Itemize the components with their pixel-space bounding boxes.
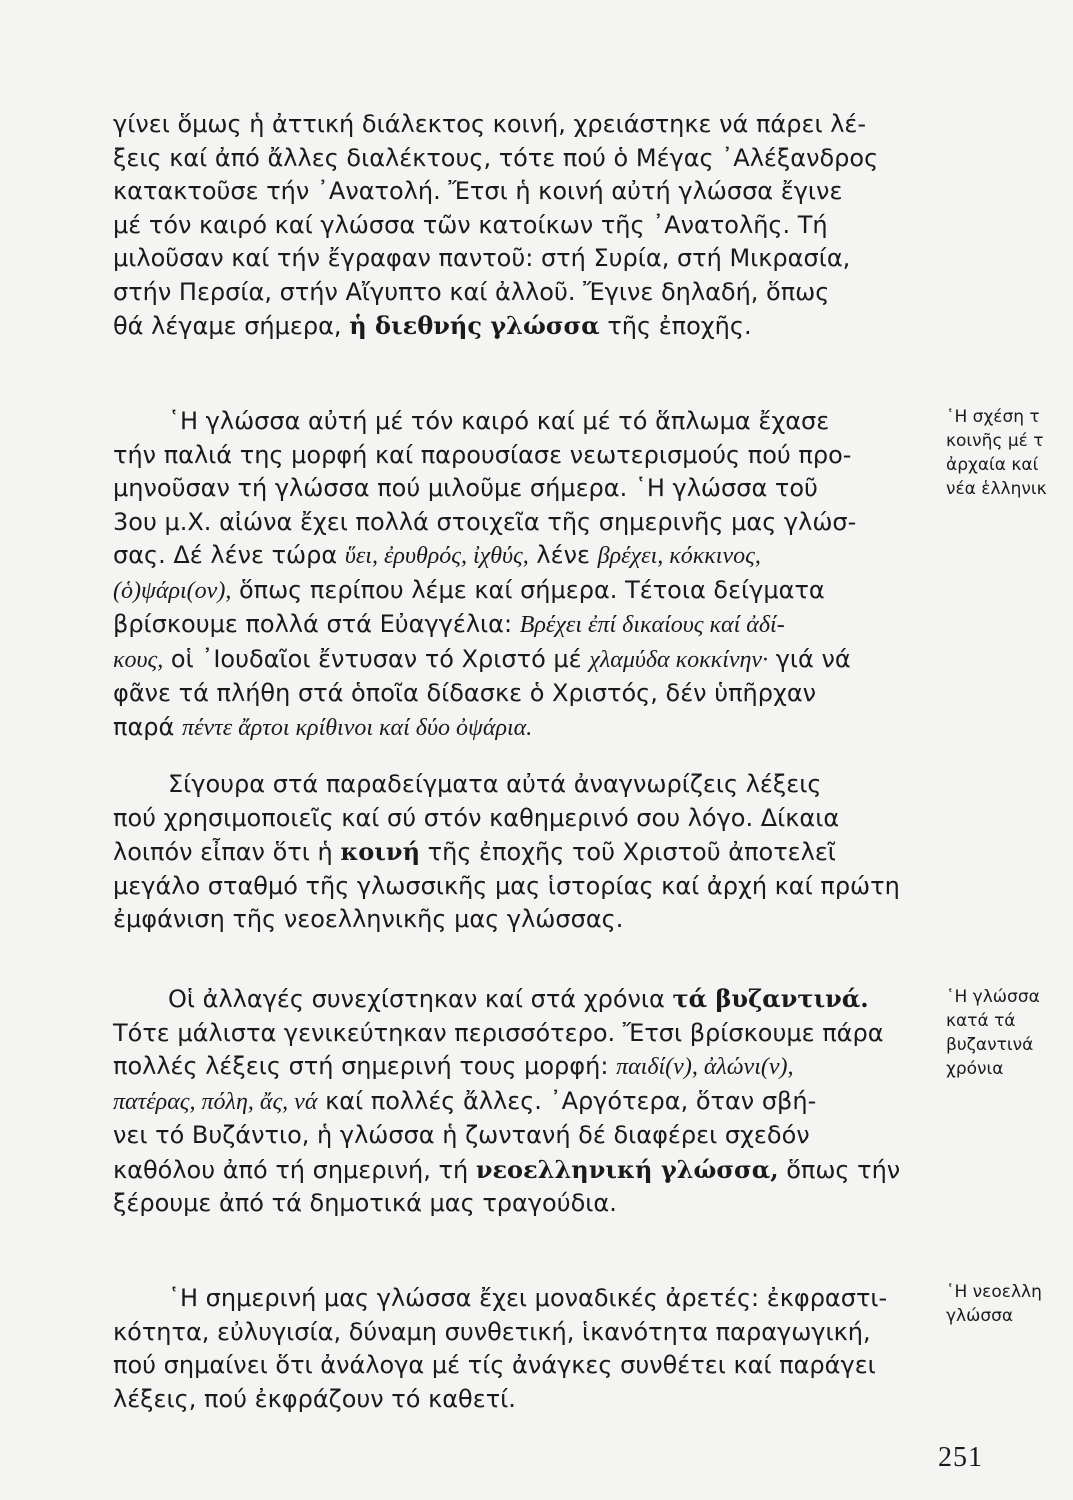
text-line: ῾Η γλώσσα αὐτή μέ τόν καιρό καί μέ τό ἅπλωμα ἔχασε <box>168 407 830 435</box>
text-run: πολλές λέξεις στή σημερινή τους μορφή: <box>113 1052 609 1080</box>
margin-note-line: νέα ἑλληνικ <box>946 479 1047 499</box>
margin-note-koine-relation <box>946 405 1073 501</box>
italic-example: βρέχει, κόκκινος, <box>597 543 761 569</box>
text-line: 3ου μ.Χ. αἰώνα ἔχει πολλά στοιχεῖα τῆς σημερινῆς μας γλώσ- <box>113 507 857 536</box>
text-line <box>113 982 913 1017</box>
text-run: βρίσκουμε πολλά στά Εὐαγγέλια: <box>113 610 513 638</box>
text-run: λοιπόν εἶπαν ὅτι ἡ <box>113 838 333 866</box>
italic-quote: πέντε ἄρτοι κρίθινοι καί δύο ὀψάρια. <box>181 714 533 741</box>
margin-note-line: ῾Η σχέση τ <box>946 407 1040 427</box>
italic-example: παιδί(ν), ἀλώνι(ν), <box>616 1054 794 1080</box>
text-run: παρά <box>113 712 175 741</box>
margin-note-line: ῾Η νεοελλη <box>946 1282 1042 1302</box>
bold-term: νεοελληνική γλώσσα, <box>475 1154 779 1184</box>
margin-note-line: ῾Η γλώσσα <box>946 987 1040 1007</box>
margin-note-byzantine <box>946 985 1073 1081</box>
text-line: κότητα, εὐλυγισία, δύναμη συνθετική, ἱκανότητα παραγωγική, <box>113 1317 871 1346</box>
margin-note-modern-greek <box>946 1280 1073 1328</box>
margin-note-line: κοινῆς μέ τ <box>946 431 1044 451</box>
text-run: λένε <box>536 541 590 569</box>
italic-quote: κους, <box>113 646 164 673</box>
text-line <box>113 643 913 678</box>
text-line <box>113 835 913 870</box>
text-run: ὅπως τήν <box>786 1155 901 1184</box>
text-run: σας. Δέ λένε τώρα <box>113 541 338 569</box>
text-line <box>113 309 913 344</box>
text-line: ἐμφάνιση τῆς νεοελληνικῆς μας γλώσσας. <box>113 905 624 933</box>
text-line: μιλοῦσαν καί τήν ἔγραφαν παντοῦ: στή Συρία, στή Μικρασία, <box>113 244 851 272</box>
bold-term: κοινή <box>340 837 421 866</box>
text-line: ξέρουμε ἀπό τά δημοτικά μας τραγούδια. <box>113 1189 617 1217</box>
italic-example: πατέρας, πόλη, ἄς, νά <box>113 1088 318 1115</box>
text-line <box>113 1153 913 1188</box>
paragraph-byzantine <box>113 982 913 1221</box>
text-line: μηνοῦσαν τή γλώσσα πού μιλοῦμε σήμερα. ῾Η γλώσσα τοῦ <box>113 474 818 502</box>
italic-example: (ὁ)ψάρι(ον), <box>113 577 232 604</box>
text-line: πού χρησιμοποιεῖς καί σύ στόν καθημερινό σου λόγο. Δίκαια <box>113 803 840 832</box>
text-run: τῆς ἐποχῆς. <box>607 312 752 340</box>
italic-example: ὕει, ἐρυθρός, ἰχθύς, <box>344 543 529 569</box>
italic-quote: χλαμύδα κοκκίνην· <box>589 646 769 673</box>
paragraph-modern-virtues <box>113 1282 913 1416</box>
text-line: μέ τόν καιρό καί γλώσσα τῶν κατοίκων τῆς ᾿Ανατολῆς. Τή <box>113 210 828 239</box>
text-line: κατακτοῦσε τήν ᾿Ανατολή. Ἔτσι ἡ κοινή αὐτή γλώσσα ἔγινε <box>113 177 843 205</box>
bold-term: ἡ διεθνής γλώσσα <box>349 311 600 340</box>
margin-note-line: ἀρχαία καί <box>946 455 1039 475</box>
margin-note-line: χρόνια <box>946 1059 1004 1079</box>
text-run: οἱ ᾿Ιουδαῖοι ἔντυσαν τό Χριστό μέ <box>170 644 582 673</box>
paragraph-koine-spread <box>113 108 913 344</box>
text-line <box>113 1050 913 1085</box>
bold-term: τά βυζαντινά. <box>672 984 869 1013</box>
text-line: Τότε μάλιστα γενικεύτηκαν περισσότερο. Ἔτσι βρίσκουμε πάρα <box>113 1018 884 1047</box>
text-line: ξεις καί ἀπό ἄλλες διαλέκτους, τότε πού ὁ Μέγας ᾿Αλέξανδρος <box>113 143 879 172</box>
text-line <box>113 1085 913 1120</box>
text-line <box>113 539 913 574</box>
paragraph-recognize-words <box>113 768 913 937</box>
italic-quote: Βρέχει ἐπί δικαίους καί ἀδί- <box>519 612 785 638</box>
text-line <box>113 711 913 746</box>
text-line: στήν Περσία, στήν Αἴγυπτο καί ἀλλοῦ. Ἔγινε δηλαδή, ὅπως <box>113 277 830 306</box>
text-line: ῾Η σημερινή μας γλώσσα ἔχει μοναδικές ἀρετές: ἐκφραστι- <box>168 1284 888 1312</box>
text-line: μεγάλο σταθμό τῆς γλωσσικῆς μας ἱστορίας καί ἀρχή καί πρώτη <box>113 871 900 900</box>
text-run: καθόλου ἀπό τή σημερινή, τή <box>113 1155 469 1184</box>
text-line <box>113 608 913 643</box>
text-run: γιά νά <box>775 644 851 673</box>
text-run: Οἱ ἀλλαγές συνεχίστηκαν καί στά χρόνια <box>168 985 665 1013</box>
text-line: Σίγουρα στά παραδείγματα αὐτά ἀναγνωρίζεις λέξεις <box>168 770 822 798</box>
text-line: φᾶνε τά πλήθη στά ὁποῖα δίδασκε ὁ Χριστός, δέν ὑπῆρχαν <box>113 679 817 707</box>
text-line: λέξεις, πού ἐκφράζουν τό καθετί. <box>113 1384 516 1413</box>
paragraph-koine-changes <box>113 405 913 745</box>
text-run: τῆς ἐποχῆς τοῦ Χριστοῦ ἀποτελεῖ <box>427 838 836 866</box>
margin-note-line: γλώσσα <box>946 1306 1014 1326</box>
text-run: καί πολλές ἄλλες. ᾿Αργότερα, ὅταν σβή- <box>325 1086 817 1115</box>
text-line: γίνει ὅμως ἡ ἀττική διάλεκτος κοινή, χρειάστηκε νά πάρει λέ- <box>113 110 867 138</box>
margin-note-line: κατά τά <box>946 1011 1016 1031</box>
text-line: τήν παλιά της μορφή καί παρουσίασε νεωτερισμούς πού προ- <box>113 440 852 469</box>
text-run: θά λέγαμε σήμερα, <box>113 312 342 340</box>
text-line: νει τό Βυζάντιο, ἡ γλώσσα ἡ ζωντανή δέ διαφέρει σχεδόν <box>113 1121 810 1149</box>
margin-note-line: βυζαντινά <box>946 1035 1034 1055</box>
text-line: πού σημαίνει ὅτι ἀνάλογα μέ τίς ἀνάγκες συνθέτει καί παράγει <box>113 1351 876 1379</box>
text-line <box>113 574 913 609</box>
page-number: 251 <box>938 1442 983 1473</box>
text-run: ὅπως περίπου λέμε καί σήμερα. Τέτοια δείγματα <box>238 575 825 604</box>
